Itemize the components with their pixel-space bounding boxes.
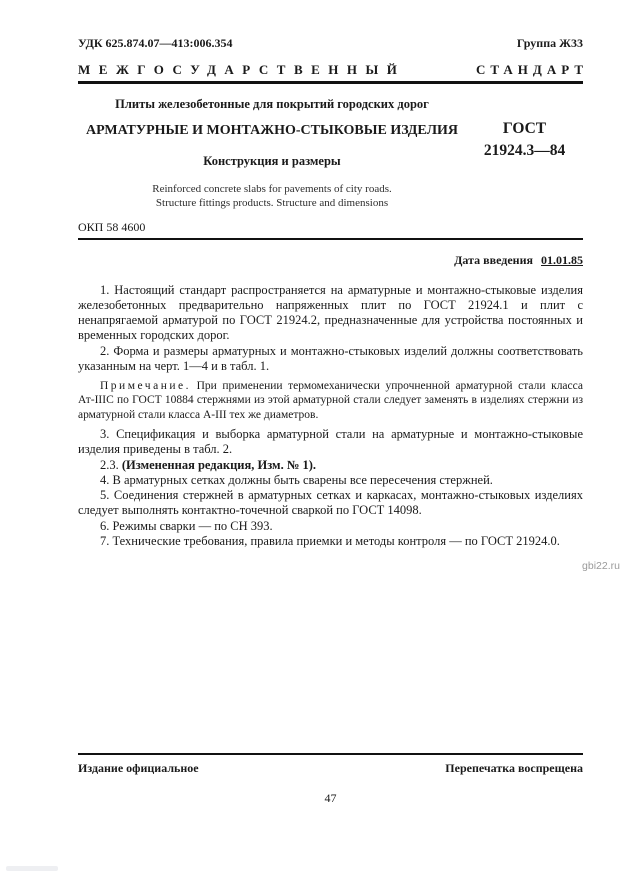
amendment-bold: (Измененная редакция, Изм. № 1). xyxy=(121,457,317,472)
note-paragraph xyxy=(78,379,583,422)
gost-designation xyxy=(466,84,583,211)
amendment-paragraph xyxy=(78,458,583,473)
paragraph-7: 7. Технические требования, правила приемки и методы контроля — по ГОСТ 21924.0. xyxy=(100,533,560,548)
paragraph-1: 1. Настоящий стандарт распространяется на арматурные и монтажно-стыковые изделия железобетонных предварительно напряженных плит по ГОСТ 21924.1 и плит с ненапрягаемой арматурой по ГОСТ 21924.2, предназначенные для устройства постоянных и временных городских дорог. xyxy=(78,282,583,343)
date-value: 01.01.85 xyxy=(541,252,583,267)
note-text: При применении термомеханически упрочненной арматурной стали класса Ат-IIIС по ГОСТ 10884 стержнями из этой арматурной стали следует заменять в изделиях стержни из арматурной стали класса А-III тех же диаметров. xyxy=(78,380,583,421)
paragraph-5: 5. Соединения стержней в арматурных сетках и каркасах, монтажно-стыковых изделиях следует выполнять контактно-точечной сваркой по ГОСТ 14098. xyxy=(78,488,583,518)
page-footer xyxy=(78,753,583,806)
paragraph-3: 3. Спецификация и выборка арматурной стали на арматурные и монтажно-стыковые изделия приведены в табл. 2. xyxy=(78,427,583,457)
site-watermark: gbi22.ru xyxy=(582,560,620,572)
okp-code: ОКП 58 4600 xyxy=(78,220,583,240)
page-content xyxy=(78,0,588,549)
english-title xyxy=(78,182,466,211)
document-subject: Плиты железобетонные для покрытий городских дорог xyxy=(115,97,429,111)
edition-note: Издание официальное xyxy=(78,761,199,775)
group-code: Группа Ж33 xyxy=(516,36,583,50)
english-title-line2: Structure fittings products. Structure and dimensions xyxy=(155,197,389,210)
introduction-date-row xyxy=(78,253,583,268)
standard-word-standard: СТАНДАРТ xyxy=(475,62,588,77)
english-title-line1: Reinforced concrete slabs for pavements of city roads. xyxy=(152,183,392,195)
page-number: 47 xyxy=(324,791,337,805)
body-text xyxy=(78,283,583,550)
reprint-note: Перепечатка воспрещена xyxy=(445,761,583,775)
title-area xyxy=(78,84,583,211)
scan-artifact xyxy=(6,866,58,871)
udk-code: УДК 625.874.07—413:006.354 xyxy=(78,36,233,50)
amendment-prefix: 2.3. xyxy=(100,457,122,472)
note-label: Примечание. xyxy=(100,380,191,393)
standard-word-interstate: МЕЖГОСУДАРСТВЕННЫЙ xyxy=(78,62,406,77)
paragraph-4: 4. В арматурных сетках должны быть сварены все пересечения стержней. xyxy=(100,472,493,487)
gost-label: ГОСТ xyxy=(502,120,547,137)
classification-row xyxy=(78,36,583,51)
paragraph-6: 6. Режимы сварки — по СН 393. xyxy=(100,518,273,533)
paragraph-2: 2. Форма и размеры арматурных и монтажно-стыковых изделий должны соответствовать указанным на черт. 1—4 и в табл. 1. xyxy=(78,343,583,373)
title-column xyxy=(78,84,466,211)
standard-type-heading xyxy=(78,62,588,78)
document-title: АРМАТУРНЫЕ И МОНТАЖНО-СТЫКОВЫЕ ИЗДЕЛИЯ xyxy=(86,123,458,138)
document-subtitle: Конструкция и размеры xyxy=(203,154,341,168)
gost-number: 21924.3—84 xyxy=(483,142,566,160)
date-label: Дата введения xyxy=(454,252,533,267)
footer-row xyxy=(78,761,583,776)
